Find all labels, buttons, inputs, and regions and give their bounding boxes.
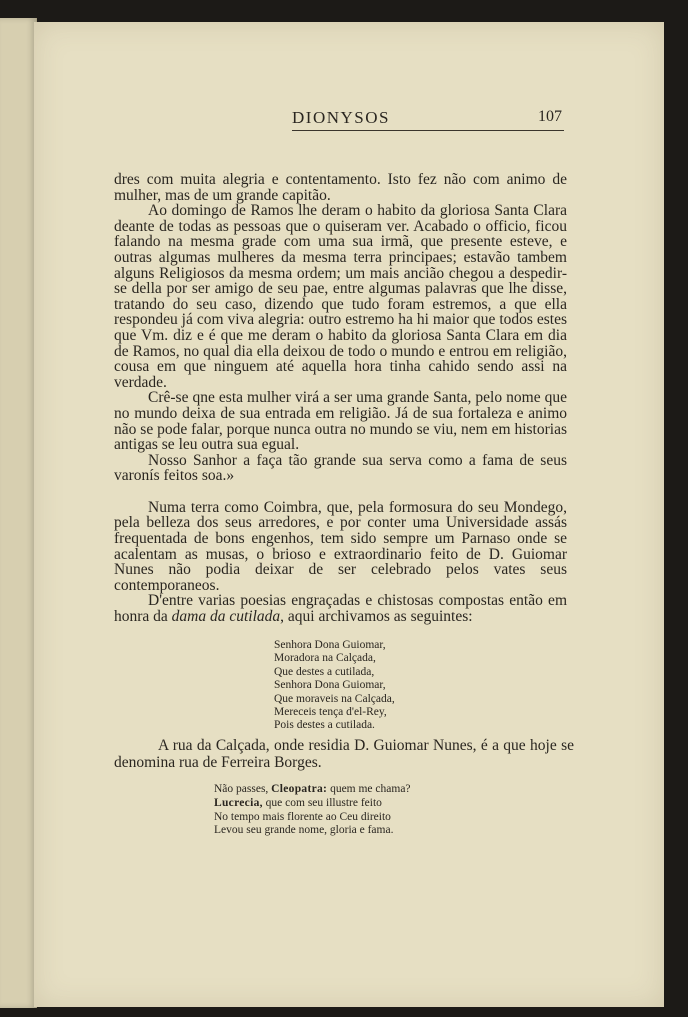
paragraph-tail: , aqui archivamos as seguintes: [280, 608, 473, 626]
poem-line: Senhora Dona Guiomar, [274, 639, 386, 651]
paragraph-lead: D'entre varias poesias engraçadas e chistosas compostas então em honra da [114, 592, 567, 626]
speaker-name: Cleopatra: [271, 783, 328, 795]
poem-text: No tempo mais florente ao Ceu direito [214, 810, 391, 823]
previous-page-edge [0, 18, 37, 1008]
paragraph: dres com muita alegria e contentamento. Isto fez não com animo de mulher, mas de um grande capitão. [114, 171, 567, 204]
poem-line [214, 797, 411, 811]
poem-line: Pois destes a cutilada. [274, 719, 375, 732]
poem-cutilada [274, 639, 395, 733]
italic-phrase: dama da cutilada [171, 608, 281, 626]
paragraph: Crê-se qne esta mulher virá a ser uma grande Santa, pelo nome que no mundo deixa de sua entrada em religião. Já de sua fortaleza e animo não se pode falar, porque nunca outra no mundo se viu, nem em historias antigas se leu outra sua egual. [114, 389, 567, 454]
paragraph [114, 593, 567, 624]
poem-line: Moradora na Calçada, [274, 652, 376, 665]
poem-line: Mereceis tença d'el-Rey, [274, 706, 387, 719]
poem-text: que com seu illustre feito [262, 796, 382, 809]
poem-line [214, 783, 411, 797]
paragraph: Ao domingo de Ramos lhe deram o habito da gloriosa Santa Clara deante de todas as pessoas que o quiseram ver. Acabado o officio, ficou falando na mesma grade com uma sua irmã, que presente esteve, e outras algumas mulheres da mesma terra principaes; estavão tambem alguns Religiosos da mesma ordem; um mais ancião chegou a despedir-se della por ser amigo de seu pae, entre algumas palavras que lhe disse, tratando do seu caso, dizendo que tudo foram estremos, a que ella respondeu já com viva alegria: outro estremo ha hi maior que todos estes que Vm. diz e é que me deram o habito da gloriosa Santa Clara em dia de Ramos, no qual dia ella deixou de todo o mundo e entrou em religião, cousa em que ninguem até aquella hora tinha cahido sendo assi na verdade. [114, 202, 567, 391]
poem-text: quem me chama? [327, 783, 411, 795]
poem-text: Não passes, [214, 783, 272, 795]
poem-cleopatra [214, 783, 411, 838]
paragraph: Nosso Sanhor a faça tão grande sua serva como a fama de seus varonís feitos soa.» [114, 451, 567, 485]
paragraph: Numa terra como Coimbra, que, pela formosura do seu Mondego, pela belleza dos seus arredores, e por conter uma Universidade assás frequentada de bons engenhos, tem sido sempre um Parnaso onde se acalentam as musas, o brioso e extraordinario feito de D. Guiomar Nunes não podia deixar de ser celebrado pelos vates seus contemporaneos. [114, 498, 567, 594]
page-header [292, 108, 564, 131]
body-text-lower [114, 737, 574, 771]
page-number: 107 [538, 108, 562, 125]
poem-text: Levou seu grande nome, gloria e fama. [214, 824, 394, 837]
body-text [114, 172, 567, 625]
paragraph: A rua da Calçada, onde residia D. Guiomar Nunes, é a que hoje se denomina rua de Ferreira Borges. [114, 737, 574, 771]
poem-line: Que moraveis na Calçada, [274, 692, 395, 705]
poem-line [214, 824, 411, 838]
poem-line [214, 811, 411, 825]
poem-line: Senhora Dona Guiomar, [274, 679, 386, 692]
running-title: DIONYSOS [292, 108, 390, 127]
book-page [34, 22, 664, 1007]
poem-line: Que destes a cutilada, [274, 665, 375, 678]
speaker-name: Lucrecia, [214, 796, 263, 809]
